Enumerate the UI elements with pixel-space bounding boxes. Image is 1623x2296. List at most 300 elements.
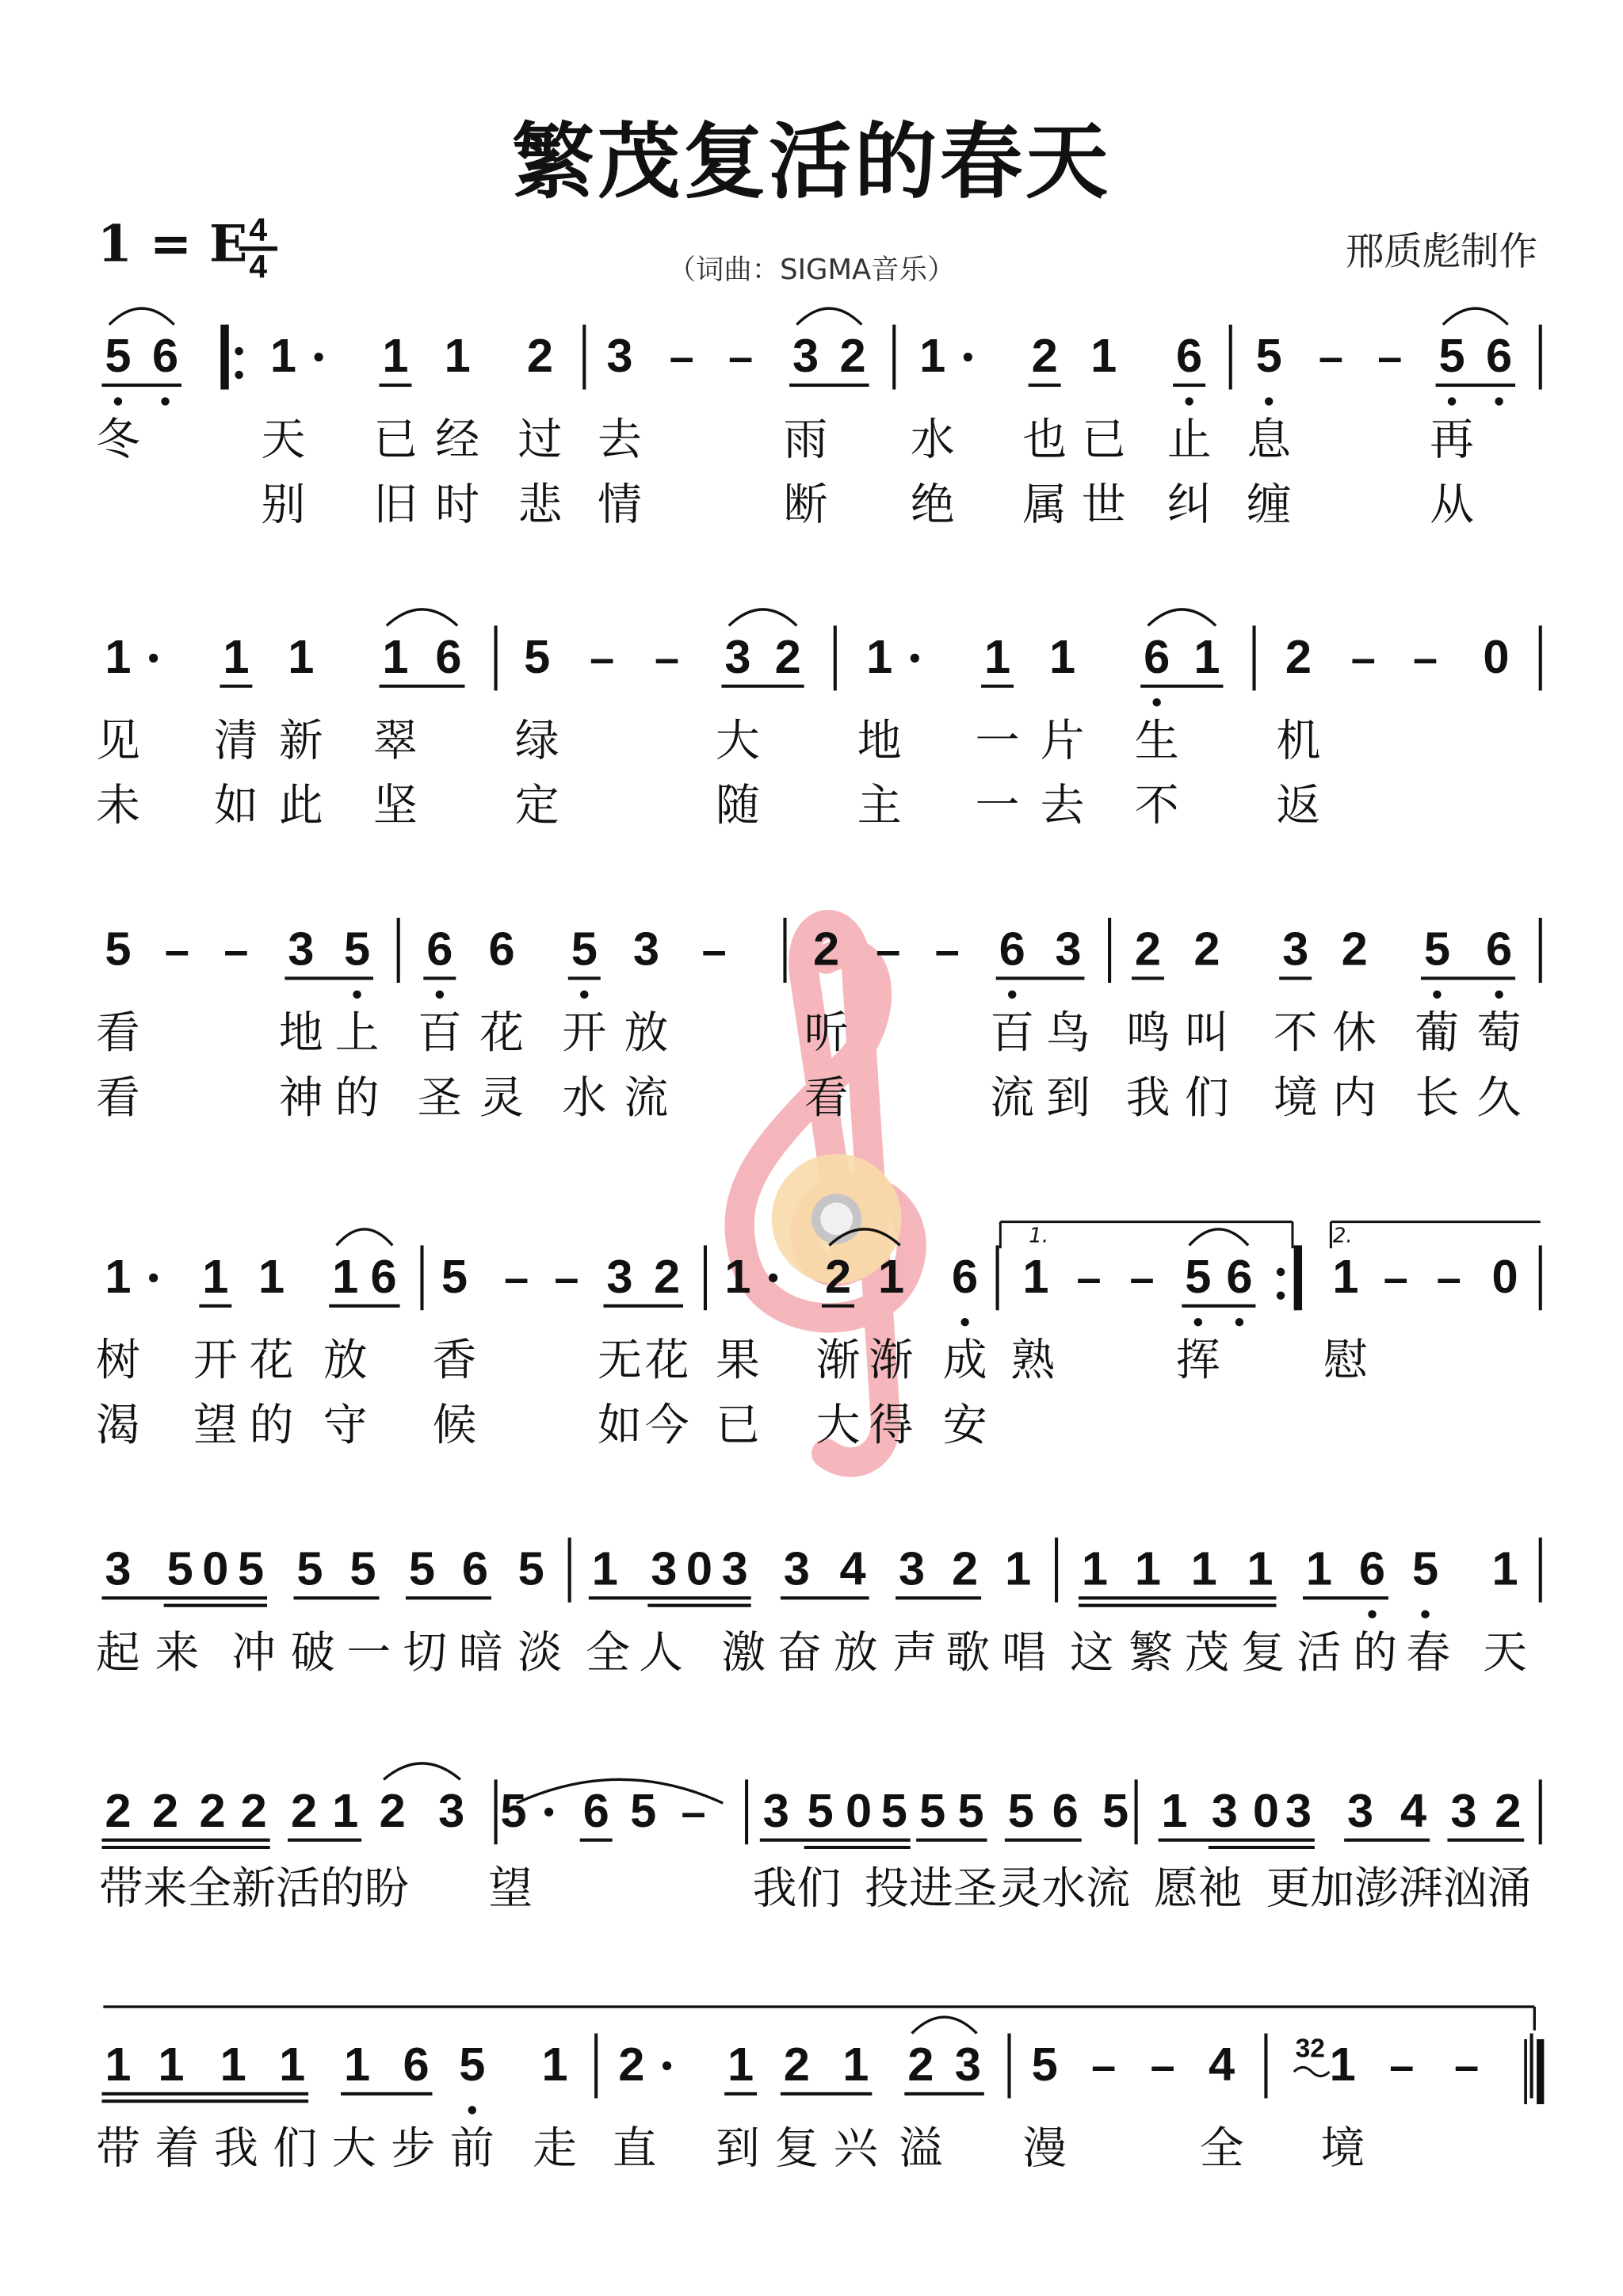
lyric-syllable: 再 — [1430, 414, 1474, 466]
measure — [1256, 329, 1513, 382]
note: 6 — [952, 1249, 979, 1303]
note: 6 — [435, 629, 462, 683]
note: 1 — [258, 1249, 285, 1303]
note: 0 — [1491, 1249, 1518, 1303]
tie-arc — [912, 2017, 977, 2033]
lyric-syllable: 我们 — [752, 1862, 842, 1915]
note: 1 — [382, 329, 409, 383]
lyric-syllable: 开 — [562, 1007, 607, 1059]
note: 1 — [105, 629, 132, 683]
tie-arc — [109, 308, 174, 324]
augmentation-dot — [769, 1274, 777, 1282]
lyric-syllable: 此 — [278, 780, 323, 832]
note: 1 — [1190, 1541, 1217, 1595]
lyric-syllable: 从 — [1430, 479, 1474, 531]
note: 5 — [517, 1541, 544, 1595]
lyric-syllable: 投进圣灵水流 — [865, 1862, 1131, 1915]
measure — [270, 329, 553, 382]
tie-arc — [729, 609, 797, 625]
note: 6 — [999, 922, 1025, 976]
low-octave-dot — [1421, 1610, 1429, 1618]
note: 1 — [332, 1249, 359, 1303]
lyric-syllable: 成 — [942, 1335, 987, 1387]
note: 4 — [1209, 2038, 1235, 2092]
lyric-syllable: 属 — [1022, 479, 1067, 531]
lyric-syllable: 神 — [278, 1072, 323, 1124]
note: 5 — [1102, 1783, 1129, 1837]
note: 6 — [1226, 1249, 1253, 1303]
low-octave-dot — [1448, 397, 1456, 405]
lyric-syllable: 百 — [990, 1007, 1035, 1059]
lyric-syllable: 树 — [96, 1335, 140, 1387]
lyric-syllable: 渐 — [815, 1335, 861, 1387]
note: 1 — [1193, 629, 1220, 683]
time-signature-top: 4 — [249, 211, 268, 248]
low-octave-dot — [960, 1318, 968, 1326]
note: 2 — [1031, 329, 1058, 383]
low-octave-dot — [436, 991, 444, 999]
augmentation-dot — [315, 353, 323, 361]
note: 1 — [1005, 1541, 1032, 1595]
lyric-syllable: 境 — [1320, 2122, 1365, 2175]
augmentation-dot — [149, 654, 158, 663]
lyric-syllable: 茂 — [1185, 1626, 1229, 1679]
note: 2 — [774, 629, 801, 683]
note: 1 — [1329, 2038, 1356, 2092]
note: 5 — [459, 2038, 486, 2092]
lyric-syllable: 来 — [155, 1626, 200, 1679]
note: 6 — [488, 922, 515, 976]
dash-note: – — [876, 924, 901, 975]
key-signature: 1 = E — [97, 215, 248, 275]
lyric-syllable: 冲 — [231, 1626, 277, 1679]
time-signature-bottom: 4 — [249, 247, 268, 285]
lyric-syllable: 旧 — [373, 479, 418, 531]
lyric-syllable: 经 — [435, 414, 480, 466]
note: 1 — [1491, 1541, 1518, 1595]
note: 1 — [919, 329, 946, 383]
note: 2 — [1285, 629, 1312, 683]
lyric-syllable: 坚 — [373, 780, 418, 832]
lyric-syllable: 花 — [479, 1007, 524, 1059]
note: 1 — [220, 2038, 246, 2092]
lyric-syllable: 一 — [346, 1626, 391, 1679]
lyric-syllable: 我 — [213, 2122, 258, 2175]
note: 5 — [349, 1541, 376, 1595]
volta-first-label: 1. — [1029, 1224, 1049, 1248]
note: 6 — [1144, 629, 1170, 683]
lyric-syllable: 们 — [273, 2122, 318, 2175]
note: 5 — [1031, 2038, 1058, 2092]
lyric-syllable: 未 — [96, 780, 140, 832]
lyric-syllable: 圣 — [417, 1072, 462, 1124]
lyric-syllable: 今 — [644, 1400, 689, 1452]
lyric-syllable: 鸟 — [1046, 1007, 1090, 1059]
dash-note: – — [1412, 632, 1438, 682]
low-octave-dot — [1008, 991, 1016, 999]
lyric-syllable: 挥 — [1175, 1335, 1220, 1387]
note: 1 — [343, 2038, 371, 2092]
note: 2 — [1341, 922, 1368, 976]
lyric-syllable: 绿 — [514, 715, 559, 767]
augmentation-dot — [663, 2061, 671, 2070]
note: 6 — [582, 1783, 609, 1837]
note: 1 — [1081, 1541, 1109, 1595]
note: 2 — [839, 329, 866, 383]
low-octave-dot — [1235, 1318, 1243, 1326]
note: 1 — [105, 2038, 132, 2092]
lyric-syllable: 见 — [96, 715, 140, 767]
lyric-syllable: 复 — [774, 2122, 819, 2175]
note: 1 — [591, 1541, 618, 1595]
measure — [763, 1784, 1128, 1837]
lyric-syllable: 缠 — [1247, 479, 1292, 531]
lyric-syllable: 叫 — [1185, 1007, 1229, 1059]
lyric-syllable: 我 — [1125, 1072, 1170, 1124]
note: 5 — [1255, 329, 1282, 383]
note: 1 — [279, 2038, 306, 2092]
note: 3 — [651, 1541, 678, 1595]
note: 1 — [223, 629, 250, 683]
lyric-syllable: 起 — [96, 1626, 140, 1679]
lyric-syllable: 破 — [290, 1626, 335, 1679]
note: 1 — [1134, 1541, 1162, 1595]
note: 3 — [606, 1249, 633, 1303]
note: 3 — [783, 1541, 810, 1595]
lyric-syllable: 兴 — [833, 2122, 878, 2175]
lyric-syllable: 天 — [261, 414, 306, 466]
lyric-syllable: 带 — [96, 2122, 140, 2175]
lyric-syllable: 水 — [910, 414, 955, 466]
author-line: 邢质彪制作 — [1345, 230, 1538, 275]
dash-note: – — [669, 331, 694, 382]
note: 2 — [151, 1783, 179, 1837]
note: 3 — [899, 1541, 926, 1595]
dash-note: – — [934, 924, 960, 975]
note: 1 — [202, 1249, 229, 1303]
dash-note: – — [1129, 1251, 1155, 1302]
note: 5 — [408, 1541, 436, 1595]
dash-note: – — [504, 1251, 529, 1302]
dash-note: – — [590, 632, 615, 682]
note: 4 — [1400, 1783, 1427, 1837]
lyric-syllable: 暗 — [459, 1626, 503, 1679]
lyric-syllable: 守 — [323, 1400, 368, 1452]
lyric-syllable: 带来全新活的盼 — [98, 1862, 409, 1915]
note: 5 — [1423, 922, 1450, 976]
lyric-syllable: 花 — [249, 1335, 294, 1387]
tie-arc — [796, 308, 861, 324]
augmentation-dot — [544, 1808, 553, 1817]
note: 2 — [824, 1249, 852, 1303]
lyric-syllable: 世 — [1081, 479, 1126, 531]
measure — [105, 1542, 544, 1595]
credit-line: （词曲：SIGMA音乐） — [667, 254, 956, 287]
low-octave-dot — [1152, 698, 1160, 706]
dash-note: – — [554, 1251, 579, 1302]
measure — [919, 329, 1202, 382]
lyric-syllable: 的 — [1353, 1626, 1398, 1679]
lyric-syllable: 放 — [624, 1007, 669, 1059]
note: 0 — [685, 1541, 713, 1595]
note: 2 — [240, 1783, 267, 1837]
lyric-syllable: 如 — [598, 1400, 642, 1452]
note: 1 — [1247, 1541, 1274, 1595]
note: 1 — [105, 1249, 132, 1303]
lyric-syllable: 时 — [435, 479, 480, 531]
note: 0 — [1483, 629, 1510, 683]
lyric-syllable: 歌 — [945, 1626, 991, 1679]
dash-note: – — [1150, 2040, 1175, 2091]
note: 6 — [461, 1541, 489, 1595]
lyric-syllable: 看 — [804, 1072, 849, 1124]
note: 2 — [907, 2038, 934, 2092]
tie-arc — [1443, 308, 1508, 324]
dash-note: – — [1318, 331, 1343, 382]
note: 5 — [880, 1783, 907, 1837]
lyric-syllable: 切 — [403, 1626, 448, 1679]
lyric-syllable: 也 — [1022, 414, 1067, 466]
note: 1 — [842, 2038, 869, 2092]
note: 5 — [1438, 329, 1465, 383]
note: 1 — [332, 1783, 359, 1837]
measure — [105, 923, 370, 976]
lyric-syllable: 们 — [1185, 1072, 1229, 1124]
measure — [441, 1250, 680, 1303]
lyric-syllable: 别 — [261, 479, 306, 531]
lyric-syllable: 的 — [334, 1072, 380, 1124]
lyric-syllable: 内 — [1332, 1072, 1377, 1124]
low-octave-dot — [580, 991, 588, 999]
lyric-syllable: 天 — [1483, 1626, 1527, 1679]
note: 5 — [1185, 1249, 1212, 1303]
grace-tilde — [1294, 2067, 1330, 2076]
note: 5 — [1411, 1541, 1439, 1595]
lyric-syllable: 复 — [1240, 1626, 1285, 1679]
lyric-syllable: 着 — [155, 2122, 200, 2175]
lyric-syllable: 慰 — [1323, 1335, 1368, 1387]
note: 5 — [441, 1249, 468, 1303]
grace-note: 32 — [1295, 2034, 1325, 2064]
lyric-syllable: 如 — [213, 780, 258, 832]
lyric-syllable: 唱 — [1002, 1626, 1047, 1679]
lyric-syllable: 绝 — [910, 479, 955, 531]
low-octave-dot — [468, 2106, 476, 2114]
note: 1 — [724, 1249, 751, 1303]
note: 3 — [792, 329, 819, 383]
lyric-syllable: 流 — [990, 1072, 1035, 1124]
dash-note: – — [164, 924, 189, 975]
dash-note: – — [1377, 331, 1403, 382]
lyric-syllable: 全 — [1199, 2122, 1244, 2175]
lyric-syllable: 不 — [1273, 1007, 1318, 1059]
lyric-syllable: 溢 — [898, 2122, 943, 2175]
lyric-syllable: 看 — [96, 1007, 140, 1059]
lyric-syllable: 灵 — [479, 1072, 524, 1124]
note: 3 — [1282, 922, 1309, 976]
lyric-syllable: 水 — [562, 1072, 607, 1124]
note: 3 — [606, 329, 633, 383]
tie-arc — [387, 609, 457, 625]
lyric-syllable: 放 — [833, 1626, 878, 1679]
lyric-syllable: 走 — [533, 2122, 577, 2175]
note: 2 — [618, 2038, 645, 2092]
tie-arc — [1190, 1229, 1248, 1245]
lyric-syllable: 得 — [869, 1400, 914, 1452]
low-octave-dot — [1495, 991, 1503, 999]
repeat-dot — [235, 371, 242, 379]
note: 3 — [438, 1783, 465, 1837]
lyric-syllable: 人 — [639, 1626, 684, 1679]
lyric-syllable: 萄 — [1476, 1007, 1522, 1059]
measure — [105, 630, 461, 683]
note: 1 — [541, 2038, 568, 2092]
lyric-syllable: 渴 — [96, 1400, 140, 1452]
note: 5 — [957, 1783, 984, 1837]
low-octave-dot — [1433, 991, 1441, 999]
note: 3 — [724, 629, 751, 683]
note: 5 — [237, 1541, 265, 1595]
lyric-syllable: 步 — [391, 2122, 436, 2175]
lyric-syllable: 雨 — [783, 414, 828, 466]
lyric-syllable: 前 — [449, 2122, 495, 2175]
repeat-dot — [235, 347, 242, 355]
volta-second-label: 2. — [1332, 1224, 1353, 1248]
note: 6 — [1358, 1541, 1386, 1595]
note: 6 — [1052, 1783, 1079, 1837]
note: 5 — [105, 329, 132, 383]
lyric-syllable: 花 — [644, 1335, 689, 1387]
lyric-syllable: 奋 — [777, 1626, 823, 1679]
note: 2 — [1134, 922, 1162, 976]
note: 2 — [199, 1783, 226, 1837]
lyric-syllable: 机 — [1276, 715, 1321, 767]
lyric-syllable: 熟 — [1010, 1335, 1056, 1387]
lyric-syllable: 去 — [598, 414, 642, 466]
measure — [1161, 1784, 1521, 1837]
lyric-syllable: 地 — [857, 715, 902, 767]
lyric-syllable: 漫 — [1022, 2122, 1067, 2175]
measure — [1285, 630, 1510, 683]
lyric-syllable: 流 — [624, 1072, 669, 1124]
note: 1 — [727, 2038, 754, 2092]
note: 6 — [1486, 922, 1513, 976]
note: 2 — [653, 1249, 681, 1303]
measure — [1135, 923, 1512, 976]
lyric-syllable: 全 — [586, 1626, 630, 1679]
dash-note: – — [655, 632, 680, 682]
lyric-syllable: 不 — [1134, 780, 1179, 832]
measure — [592, 1542, 1031, 1595]
augmentation-dot — [149, 1274, 158, 1282]
note: 1 — [444, 329, 471, 383]
lyric-syllable: 看 — [96, 1072, 140, 1124]
lyric-syllable: 大 — [715, 715, 760, 767]
lyric-syllable: 安 — [942, 1400, 987, 1452]
page-title: 繁茂复活的春天 — [512, 113, 1111, 212]
note: 6 — [1176, 329, 1203, 383]
note: 2 — [783, 2038, 810, 2092]
note: 1 — [1048, 629, 1076, 683]
note: 2 — [952, 1541, 979, 1595]
lyric-syllable: 香 — [432, 1335, 477, 1387]
lyric-syllable: 境 — [1273, 1072, 1318, 1124]
lyric-syllable: 已 — [373, 414, 418, 466]
measure — [866, 630, 1220, 683]
note: 2 — [290, 1783, 318, 1837]
note: 5 — [500, 1783, 527, 1837]
note: 5 — [571, 922, 598, 976]
lyric-syllable: 过 — [517, 414, 563, 466]
lyric-syllable: 果 — [715, 1335, 760, 1387]
lyric-syllable: 情 — [598, 479, 642, 531]
dash-note: – — [1350, 632, 1376, 682]
lyric-syllable: 渐 — [869, 1335, 914, 1387]
note: 1 — [1022, 1249, 1049, 1303]
lyric-syllable: 望 — [488, 1862, 533, 1915]
lyric-syllable: 声 — [892, 1626, 938, 1679]
lyric-syllable: 长 — [1415, 1072, 1460, 1124]
dash-note: – — [1076, 1251, 1102, 1302]
dash-note: – — [1389, 2040, 1415, 2091]
note: 2 — [1495, 1783, 1522, 1837]
measure — [1332, 1250, 1518, 1303]
note: 5 — [105, 922, 132, 976]
lyric-syllable: 候 — [432, 1400, 477, 1452]
lyric-syllable: 激 — [721, 1626, 766, 1679]
lyric-syllable: 去 — [1040, 780, 1085, 832]
lyric-syllable: 主 — [857, 780, 902, 832]
dash-note: – — [728, 331, 754, 382]
dash-note: – — [1383, 1251, 1408, 1302]
note: 3 — [721, 1541, 748, 1595]
lyric-syllable: 返 — [1276, 780, 1321, 832]
low-octave-dot — [1265, 397, 1273, 405]
repeat-dot — [1277, 1291, 1285, 1299]
measure — [105, 1784, 464, 1837]
note: 6 — [1486, 329, 1513, 383]
measure — [1082, 1542, 1518, 1595]
dash-note: – — [701, 924, 727, 975]
note: 3 — [954, 2038, 981, 2092]
lyric-syllable: 休 — [1332, 1007, 1377, 1059]
measure — [1022, 1250, 1252, 1303]
lyric-syllable: 繁 — [1128, 1626, 1174, 1679]
note: 5 — [166, 1541, 193, 1595]
augmentation-dot — [911, 654, 919, 663]
note: 2 — [379, 1783, 406, 1837]
note: 6 — [403, 2038, 430, 2092]
note: 1 — [158, 2038, 185, 2092]
low-octave-dot — [114, 397, 122, 405]
lyric-syllable: 淡 — [517, 1626, 563, 1679]
note: 1 — [1090, 329, 1117, 383]
lyric-syllable: 的 — [249, 1400, 294, 1452]
lyric-syllable: 这 — [1069, 1626, 1114, 1679]
note: 1 — [1161, 1783, 1188, 1837]
note: 5 — [807, 1783, 834, 1837]
lyric-syllable: 一 — [975, 780, 1020, 832]
lyric-syllable: 片 — [1040, 715, 1085, 767]
measure — [105, 2038, 567, 2091]
lyric-syllable: 春 — [1406, 1626, 1451, 1679]
measure — [105, 1250, 396, 1303]
note: 5 — [630, 1783, 657, 1837]
low-octave-dot — [1368, 1610, 1376, 1618]
note: 0 — [846, 1783, 873, 1837]
lyric-syllable: 息 — [1247, 414, 1292, 466]
low-octave-dot — [1495, 397, 1503, 405]
